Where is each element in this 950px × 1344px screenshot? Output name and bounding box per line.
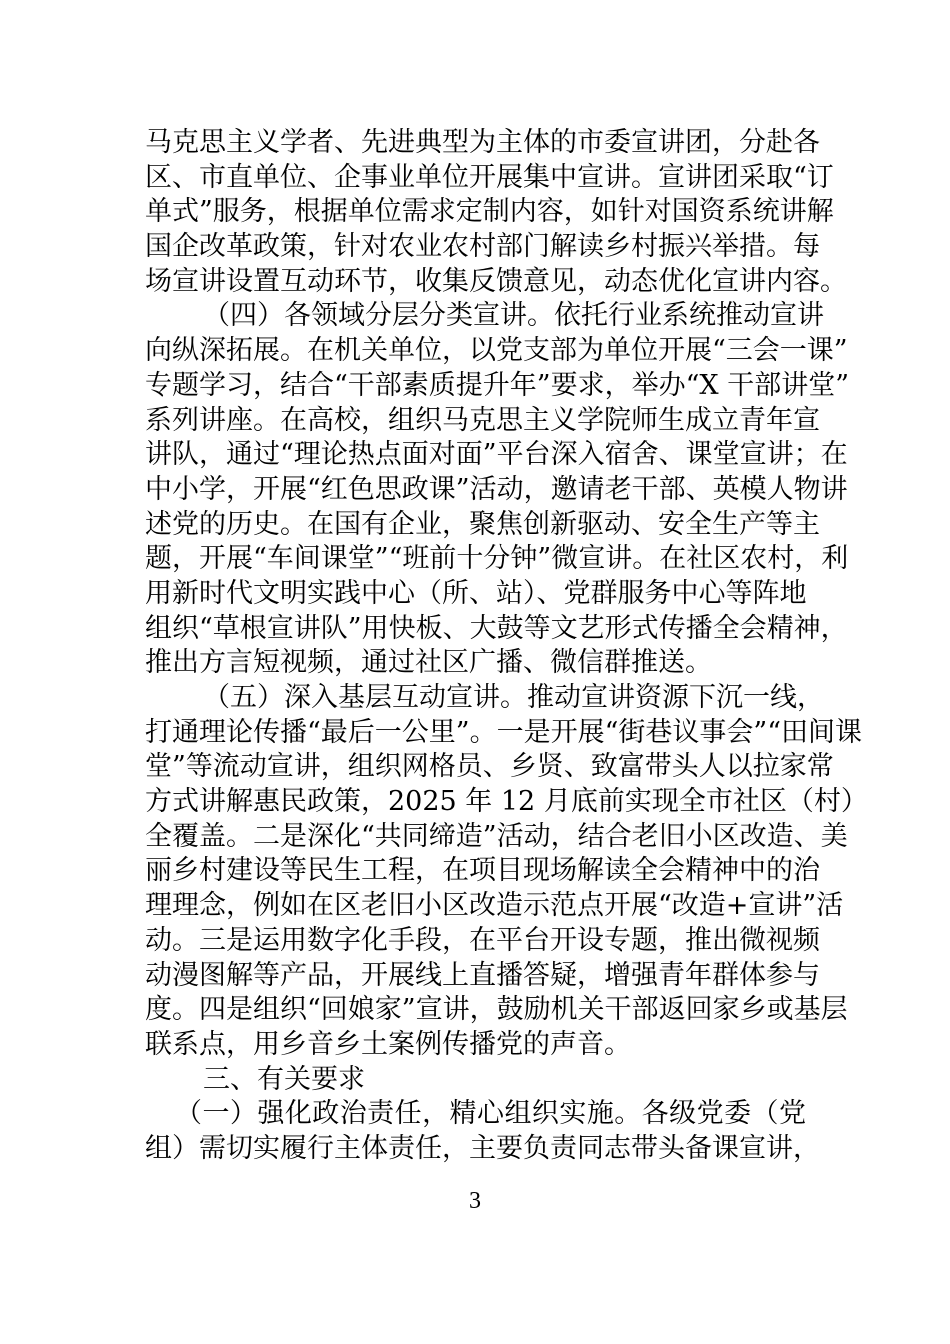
text-line: 度。四是组织“回娘家”宣讲，鼓励机关干部返回家乡或基层 [145, 994, 848, 1026]
text-line: 组织“草根宣讲队”用快板、大鼓等文艺形式传播全会精神， [145, 612, 848, 644]
text-line: 组）需切实履行主体责任，主要负责同志带头备课宣讲， [145, 1132, 820, 1164]
text-line: 系列讲座。在高校，组织马克思主义学院师生成立青年宣 [145, 404, 820, 436]
page-number: 3 [469, 1188, 481, 1214]
text-line: 用新时代文明实践中心（所、站）、党群服务中心等阵地 [145, 577, 807, 609]
text-line: 打通理论传播“最后一公里”。一是开展“街巷议事会”“田间课 [145, 716, 863, 748]
text-line: 述党的历史。在国有企业，聚焦创新驱动、安全生产等主 [145, 508, 820, 540]
text-line: 场宣讲设置互动环节，收集反馈意见，动态优化宣讲内容。 [145, 265, 847, 297]
text-line: （四）各领域分层分类宣讲。依托行业系统推动宣讲 [203, 300, 824, 332]
document-body [145, 126, 868, 1167]
text-line: 动漫图解等产品，开展线上直播答疑，增强青年群体参与 [145, 959, 820, 991]
text-line: 推出方言短视频，通过社区广播、微信群推送。 [145, 647, 712, 679]
text-line: 堂”等流动宣讲，组织网格员、乡贤、致富带头人以拉家常 [145, 751, 834, 783]
text-line: 专题学习，结合“干部素质提升年”要求，举办“X 干部讲堂” [145, 369, 850, 401]
text-line: （一）强化政治责任，精心组织实施。各级党委（党 [175, 1098, 806, 1130]
text-line: 方式讲解惠民政策，2025 年 12 月底前实现全市社区（村） [145, 786, 868, 818]
text-line: 区、市直单位、企事业单位开展集中宣讲。宣讲团采取“订 [145, 161, 834, 193]
text-line: 中小学，开展“红色思政课”活动，邀请老干部、英模人物讲 [145, 473, 848, 505]
text-line: 题，开展“车间课堂”“班前十分钟”微宣讲。在社区农村，利 [145, 543, 849, 575]
text-line: 国企改革政策，针对农业农村部门解读乡村振兴举措。每 [145, 231, 820, 263]
text-line: 全覆盖。二是深化“共同缔造”活动，结合老旧小区改造、美 [145, 820, 848, 852]
text-line: 联系点，用乡音乡土案例传播党的声音。 [145, 1028, 631, 1060]
text-line: 向纵深拓展。在机关单位，以党支部为单位开展“三会一课” [145, 335, 848, 367]
text-line: 马克思主义学者、先进典型为主体的市委宣讲团，分赴各 [145, 127, 820, 158]
text-line: 单式”服务，根据单位需求定制内容，如针对国资系统讲解 [145, 196, 834, 228]
text-line: 讲队，通过“理论热点面对面”平台深入宿舍、课堂宣讲；在 [145, 439, 848, 471]
text-line: 三、有关要求 [203, 1063, 365, 1095]
text-line: （五）深入基层互动宣讲。推动宣讲资源下沉一线， [203, 682, 824, 713]
text-line: 动。三是运用数字化手段，在平台开设专题，推出微视频 [145, 924, 820, 956]
text-line: 丽乡村建设等民生工程，在项目现场解读全会精神中的治 [145, 855, 820, 887]
text-line: 理理念，例如在区老旧小区改造示范点开展“改造+宣讲”活 [145, 890, 844, 922]
